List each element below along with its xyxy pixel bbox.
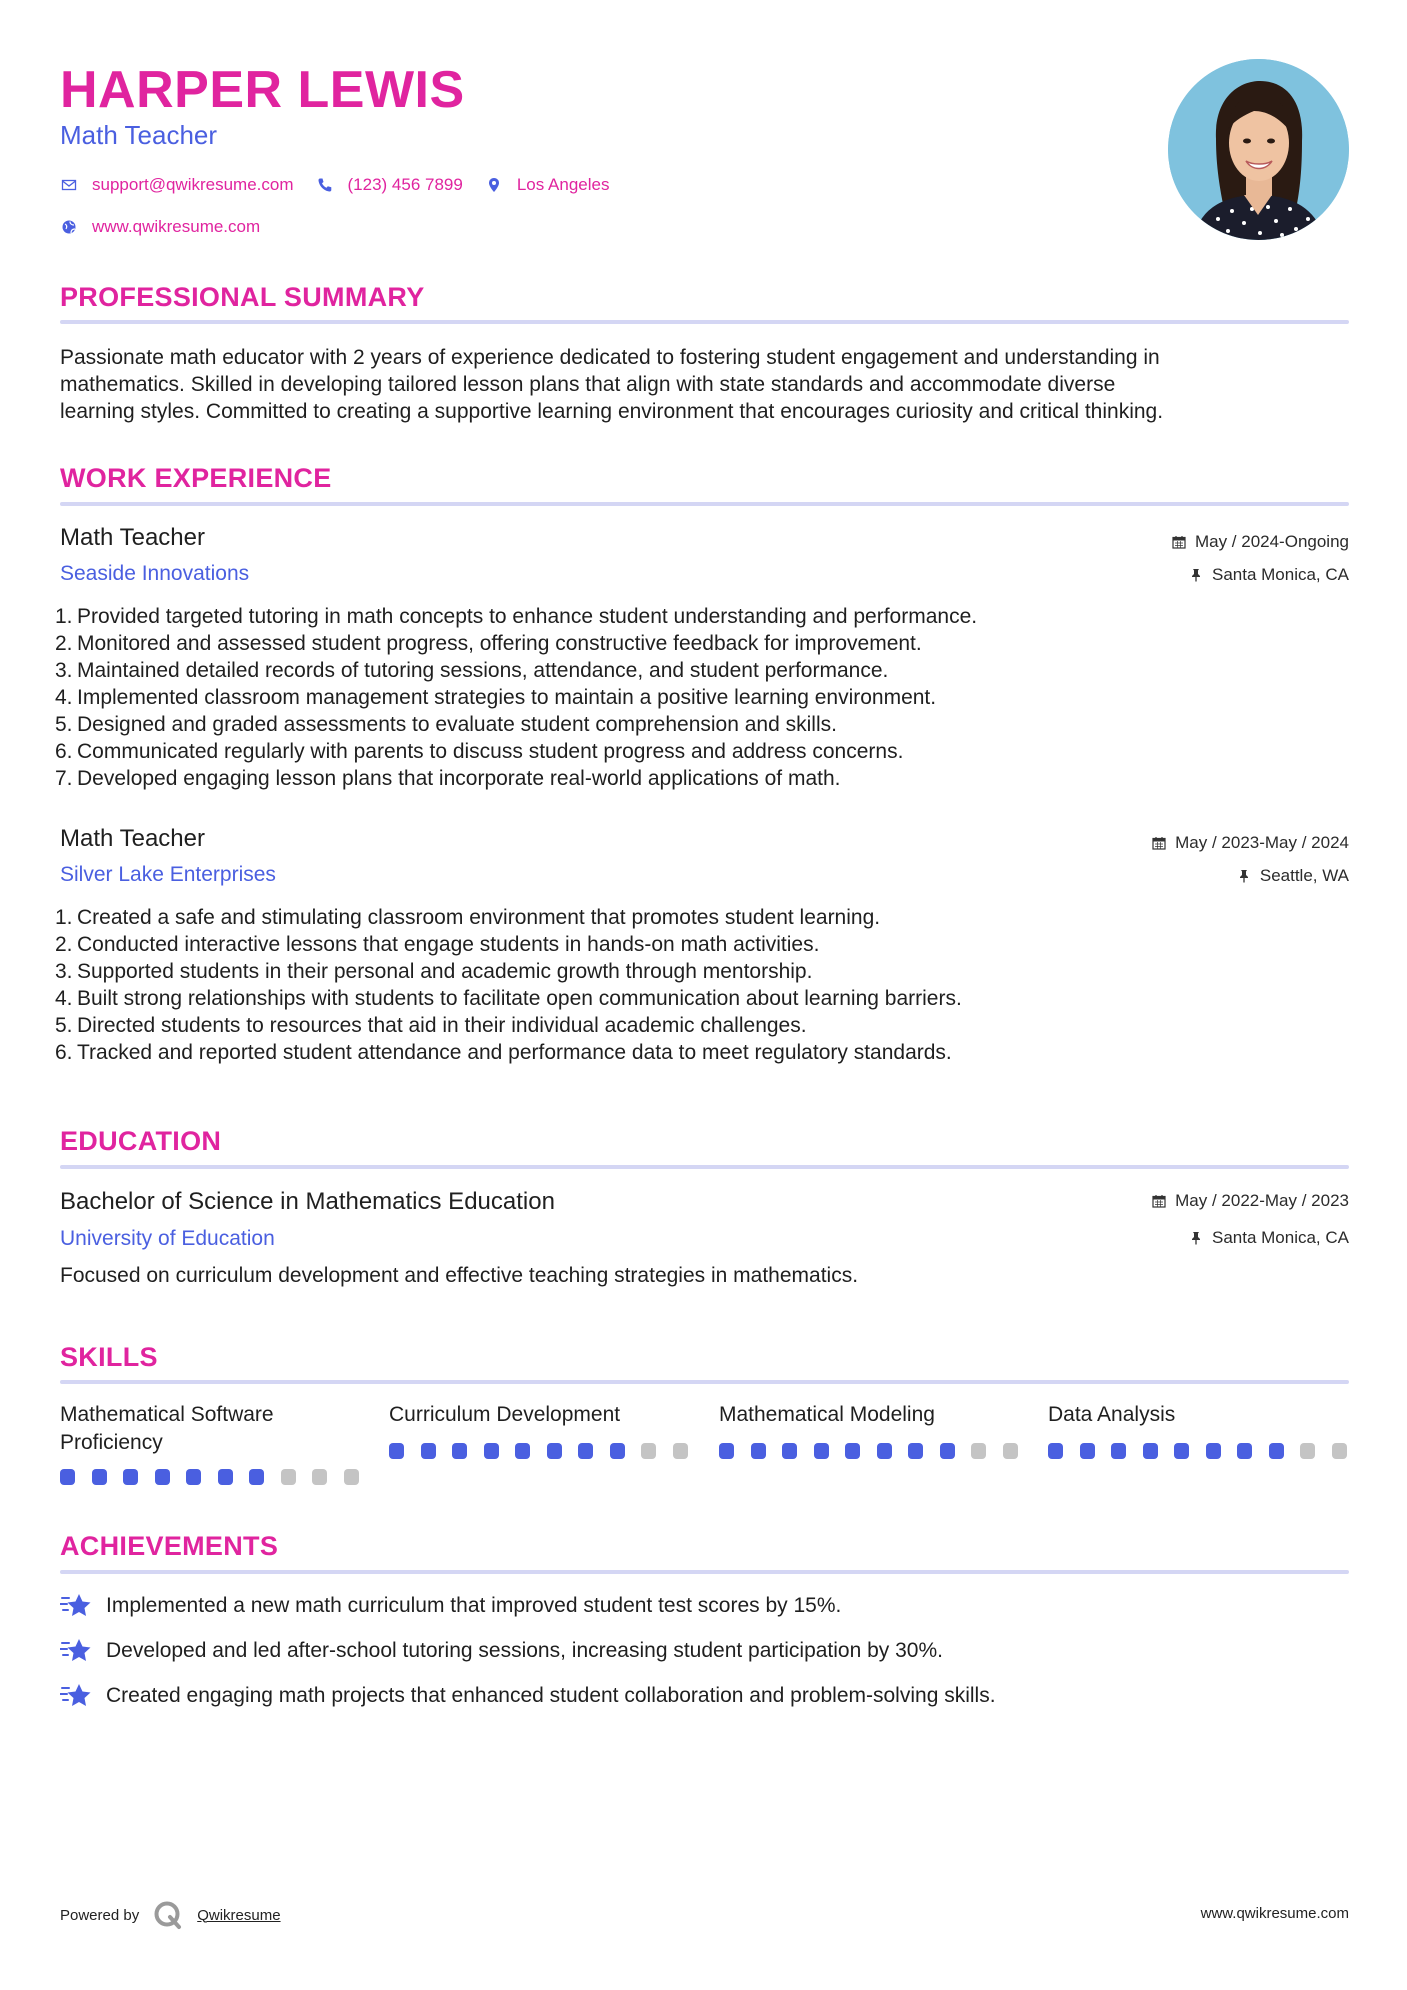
- powered-by-label: Powered by: [60, 1906, 140, 1924]
- skill-dot-filled: [92, 1469, 107, 1485]
- skill-item: [60, 1401, 360, 1485]
- job-title: Math Teacher: [60, 524, 205, 551]
- skill-name: Mathematical Software: [60, 1403, 274, 1426]
- skills-divider: [60, 1380, 1349, 1384]
- achievement-item: [60, 1637, 943, 1665]
- skill-item: [719, 1401, 1019, 1459]
- list-item: 4. Implemented classroom management strategies to maintain a positive learning environment.: [55, 686, 937, 709]
- job-dates-text: May / 2023-May / 2024: [1175, 833, 1349, 852]
- list-item: 7. Developed engaging lesson plans that incorporate real-world applications of math.: [55, 767, 841, 790]
- job-location: [1188, 564, 1349, 586]
- summary-line: mathematics. Skilled in developing tailored lesson plans that align with state standards and accommodate diverse: [60, 373, 1116, 396]
- skill-dot-empty: [281, 1469, 296, 1485]
- candidate-role: Math Teacher: [60, 120, 218, 150]
- skill-dot-filled: [908, 1443, 923, 1459]
- list-item: 1. Created a safe and stimulating classroom environment that promotes student learning.: [55, 906, 881, 929]
- education-dates-text: May / 2022-May / 2023: [1175, 1191, 1349, 1210]
- contact-phone[interactable]: [316, 174, 463, 196]
- contact-website[interactable]: [60, 216, 260, 238]
- contact-email[interactable]: [60, 174, 294, 196]
- skill-rating: [389, 1443, 689, 1459]
- job-location-text: Santa Monica, CA: [1211, 565, 1349, 584]
- skill-dot-empty: [673, 1443, 688, 1459]
- skill-dot-filled: [1237, 1443, 1252, 1459]
- skill-item: [1048, 1401, 1348, 1459]
- skill-rating: [60, 1469, 360, 1485]
- contact-location: [485, 174, 610, 196]
- skill-dot-filled: [782, 1443, 797, 1459]
- skill-dot-filled: [484, 1443, 499, 1459]
- skill-dot-filled: [845, 1443, 860, 1459]
- job-company: Silver Lake Enterprises: [60, 863, 276, 886]
- achievement-text: Developed and led after-school tutoring sessions, increasing student participation by 30%.: [106, 1639, 943, 1662]
- map-pin-icon: [485, 176, 503, 194]
- skill-dot-filled: [1111, 1443, 1126, 1459]
- job-title: Math Teacher: [60, 825, 205, 852]
- job-location-text: Seattle, WA: [1259, 866, 1349, 885]
- skill-rating: [1048, 1443, 1348, 1459]
- achievement-text: Implemented a new math curriculum that improved student test scores by 15%.: [106, 1594, 842, 1617]
- job-dates: [1151, 832, 1349, 854]
- skill-dot-filled: [515, 1443, 530, 1459]
- phone-text: (123) 456 7899: [347, 175, 463, 194]
- phone-icon: [316, 176, 334, 194]
- achievements-divider: [60, 1570, 1349, 1574]
- job-dates-text: May / 2024-Ongoing: [1194, 532, 1349, 551]
- job-bullets: [55, 603, 1345, 792]
- skill-dot-filled: [578, 1443, 593, 1459]
- location-text: Los Angeles: [516, 175, 610, 194]
- envelope-icon: [60, 176, 78, 194]
- education-location: [1188, 1227, 1349, 1249]
- school-name: University of Education: [60, 1227, 275, 1250]
- skill-dot-empty: [1300, 1443, 1315, 1459]
- calendar-icon: [1151, 835, 1167, 851]
- skill-dot-filled: [1269, 1443, 1284, 1459]
- summary-heading: PROFESSIONAL SUMMARY: [60, 282, 425, 312]
- calendar-icon: [1171, 534, 1187, 550]
- qwikresume-logo-icon: [153, 1900, 183, 1930]
- skill-item: [389, 1401, 689, 1459]
- skill-dot-empty: [312, 1469, 327, 1485]
- skill-dot-filled: [877, 1443, 892, 1459]
- education-description: Focused on curriculum development and effective teaching strategies in mathematics.: [60, 1264, 859, 1287]
- footer-website[interactable]: www.qwikresume.com: [1200, 1905, 1349, 1922]
- skill-dot-filled: [1048, 1443, 1063, 1459]
- brand-link[interactable]: Qwikresume: [197, 1906, 281, 1924]
- skill-dot-filled: [610, 1443, 625, 1459]
- skill-dot-filled: [421, 1443, 436, 1459]
- list-item: 5. Directed students to resources that aid in their individual academic challenges.: [55, 1014, 807, 1037]
- degree-title: Bachelor of Science in Mathematics Education: [60, 1188, 555, 1215]
- skill-dot-filled: [249, 1469, 264, 1485]
- skill-dot-filled: [1143, 1443, 1158, 1459]
- star-icon: [60, 1637, 92, 1665]
- list-item: 3. Supported students in their personal and academic growth through mentorship.: [55, 960, 813, 983]
- skill-dot-filled: [186, 1469, 201, 1485]
- pushpin-icon: [1188, 567, 1204, 583]
- skill-rating: [719, 1443, 1019, 1459]
- job-bullets: [55, 904, 1345, 1066]
- profile-photo: [1168, 59, 1349, 240]
- list-item: 6. Tracked and reported student attendance and performance data to meet regulatory standards.: [55, 1041, 952, 1064]
- skill-dot-empty: [1003, 1443, 1018, 1459]
- candidate-name: HARPER LEWIS: [60, 61, 465, 119]
- job-location: [1236, 865, 1349, 887]
- achievements-heading: ACHIEVEMENTS: [60, 1531, 279, 1561]
- summary-line: Passionate math educator with 2 years of experience dedicated to fostering student engagement and understanding in: [60, 346, 1160, 369]
- education-dates: [1151, 1190, 1349, 1212]
- skill-dot-filled: [60, 1469, 75, 1485]
- summary-line: learning styles. Committed to creating a supportive learning environment that encourages curiosity and critical thinking.: [60, 400, 1164, 423]
- education-heading: EDUCATION: [60, 1126, 222, 1156]
- skill-dot-empty: [1332, 1443, 1347, 1459]
- skill-dot-filled: [940, 1443, 955, 1459]
- achievement-item: [60, 1592, 841, 1620]
- star-icon: [60, 1682, 92, 1710]
- skill-dot-empty: [344, 1469, 359, 1485]
- summary-divider: [60, 320, 1349, 324]
- skill-dot-filled: [452, 1443, 467, 1459]
- skill-dot-empty: [971, 1443, 986, 1459]
- skill-name: Curriculum Development: [389, 1403, 621, 1426]
- skill-dot-filled: [123, 1469, 138, 1485]
- skill-name: Mathematical Modeling: [719, 1403, 935, 1426]
- experience-divider: [60, 502, 1349, 506]
- skill-dot-filled: [1080, 1443, 1095, 1459]
- website-text: www.qwikresume.com: [92, 217, 261, 236]
- skill-dot-filled: [719, 1443, 734, 1459]
- skill-dot-filled: [547, 1443, 562, 1459]
- list-item: 4. Built strong relationships with students to facilitate open communication about learning barriers.: [55, 987, 962, 1010]
- email-text: support@qwikresume.com: [92, 175, 294, 194]
- job-company: Seaside Innovations: [60, 562, 250, 585]
- skill-dot-filled: [155, 1469, 170, 1485]
- skill-dot-empty: [641, 1443, 656, 1459]
- skill-dot-filled: [1206, 1443, 1221, 1459]
- achievement-text: Created engaging math projects that enhanced student collaboration and problem-solving skills.: [106, 1684, 996, 1707]
- contact-row-2: [60, 216, 282, 238]
- list-item: 6. Communicated regularly with parents to discuss student progress and address concerns.: [55, 740, 904, 763]
- skills-heading: SKILLS: [60, 1342, 158, 1372]
- contact-row-1: [60, 174, 631, 196]
- footer-powered-by: [60, 1900, 281, 1930]
- pushpin-icon: [1188, 1230, 1204, 1246]
- list-item: 3. Maintained detailed records of tutoring sessions, attendance, and student performance.: [55, 659, 889, 682]
- job-dates: [1171, 531, 1349, 553]
- skill-dot-filled: [814, 1443, 829, 1459]
- experience-heading: WORK EXPERIENCE: [60, 463, 332, 493]
- skill-name-continued: Proficiency: [60, 1431, 163, 1454]
- education-divider: [60, 1165, 1349, 1169]
- skill-dot-filled: [389, 1443, 404, 1459]
- skill-dot-filled: [218, 1469, 233, 1485]
- skill-name: Data Analysis: [1048, 1403, 1176, 1426]
- education-location-text: Santa Monica, CA: [1211, 1228, 1349, 1247]
- globe-icon: [60, 218, 78, 236]
- list-item: 2. Conducted interactive lessons that engage students in hands-on math activities.: [55, 933, 820, 956]
- list-item: 5. Designed and graded assessments to evaluate student comprehension and skills.: [55, 713, 837, 736]
- achievement-item: [60, 1682, 996, 1710]
- pushpin-icon: [1236, 868, 1252, 884]
- skill-dot-filled: [1174, 1443, 1189, 1459]
- star-icon: [60, 1592, 92, 1620]
- calendar-icon: [1151, 1193, 1167, 1209]
- list-item: 2. Monitored and assessed student progress, offering constructive feedback for improvement.: [55, 632, 922, 655]
- list-item: 1. Provided targeted tutoring in math concepts to enhance student understanding and performance.: [55, 605, 978, 628]
- skill-dot-filled: [751, 1443, 766, 1459]
- summary-text: [60, 344, 1349, 425]
